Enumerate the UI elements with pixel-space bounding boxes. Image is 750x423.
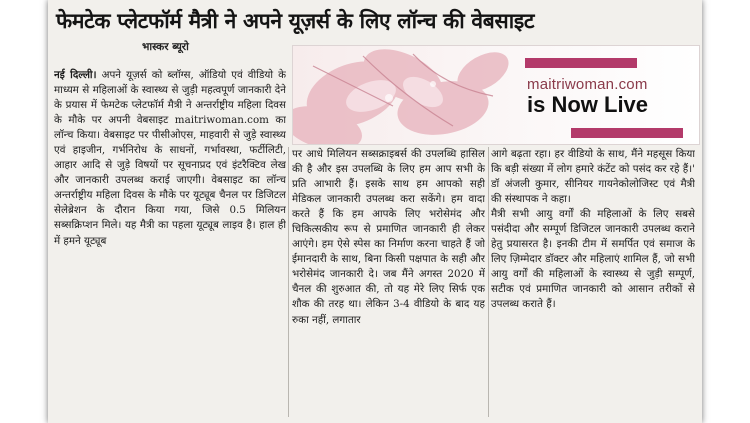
column-3-paragraph-2: मैत्री सभी आयु वर्गों की महिलाओं के लिए सबसे पसंदीदा और सम्पूर्ण डिजिटल जानकारी उपलब्ध कराने हेतु प्रयासरत है। इनकी टीम में समर्पित एवं समाज के लिए ज़िम्मेदार डॉक्टर और महिलाएं शामिल हैं, जो सभी आयु वर्गों की महिलाओं के स्वास्थ्य से जुड़ी सम्पूर्ण, सटीक एवं प्रमाणित जानकारी को आसान तरीकों से उपलब्ध कराते हैं। xyxy=(491,208,695,311)
column-3-paragraph-1: आगे बढ़ता रहा। हर वीडियो के साथ, मैंने महसूस किया कि बड़ी संख्या में लोग हमारे कंटेंट को पसंद कर रहे हैं।' डॉ अंजली कुमार, सीनियर गायनेकोलोजिस्ट एवं मैत्री की संस्थापक ने कहा। xyxy=(491,148,695,206)
byline: भास्कर ब्यूरो xyxy=(142,41,189,53)
dateline: नई दिल्ली। xyxy=(54,69,97,81)
column-divider xyxy=(288,147,289,417)
banner-website-url: maitriwoman.com xyxy=(527,76,648,93)
banner-accent-bar-bottom xyxy=(571,128,683,138)
column-2-text: पर आधे मिलियन सब्सक्राइबर्स की उपलब्धि हासिल की है और इस उपलब्धि के लिए हम आप सभी के प्रति आभारी हैं। इसके साथ हम आपको सही मेडिकल जानकारी उपलब्ध करा सकेंगे। हम वादा करते हैं कि हम आपके लिए भरोसेमंद और चिकित्सकीय रूप से प्रमाणित जानकारी ही लेकर आएंगे। हम ऐसे स्पेस का निर्माण करना चाहते हैं जो ईमानदारी के साथ, बिना किसी पक्षपात के सही और भरोसेमंद जानकारी दे। जब मैंने अगस्त 2020 में चैनल की शुरुआत की, तो यह मेरे लिए सिर्फ एक शौक की तरह था। लेकिन 3-4 वीडियो के बाद यह रुका नहीं, लगातार xyxy=(292,148,485,326)
article-column-3 xyxy=(491,147,695,423)
website-launch-banner xyxy=(292,45,700,145)
banner-accent-bar-top xyxy=(525,58,637,68)
headline: फेमटेक प्लेटफॉर्म मैत्री ने अपने यूज़र्स के लिए लॉन्च की वेबसाइट xyxy=(56,9,535,33)
newspaper-clipping xyxy=(48,0,702,423)
column-1-text: अपने यूज़र्स को ब्लॉग्स, ऑडियो एवं वीडियो के माध्यम से महिलाओं के स्वास्थ्य से जुड़ी महत्वपूर्ण जानकारी देने के प्रयास में फेमटेक प्लेटफॉर्म मैत्री ने अन्तर्राष्ट्रीय महिला दिवस के मौके पर अपनी वेबसाइट maitriwoman.com का लॉन्च किया। वेबसाइट पर पीसीओएस, माहवारी से जुड़े स्वास्थ्य एवं हाइजीन, गर्भनिरोध के साधनों, गर्भावस्था, फर्टीलिटी, आहार आदि से जुड़े विषयों पर सूचनाप्रद एवं इंटरैक्टिव लेख और जानकारी उपलब्ध कराई जाएगी। वेबसाइट का लॉन्च अन्तर्राष्ट्रीय महिला दिवस के मौके पर यूट्यूब चैनल पर डिजिटल सेलेब्रेशन के दौरान किया गया, जिसे 0.5 मिलियन सब्सक्रिप्शन मिले। यह मैत्री का पहला यूट्यूब लाइव है। हाल ही में हमने यूट्यूब xyxy=(54,69,286,247)
article-column-2 xyxy=(292,147,485,423)
banner-live-text: is Now Live xyxy=(527,92,649,117)
article-column-1 xyxy=(54,68,286,423)
column-divider xyxy=(488,147,489,417)
